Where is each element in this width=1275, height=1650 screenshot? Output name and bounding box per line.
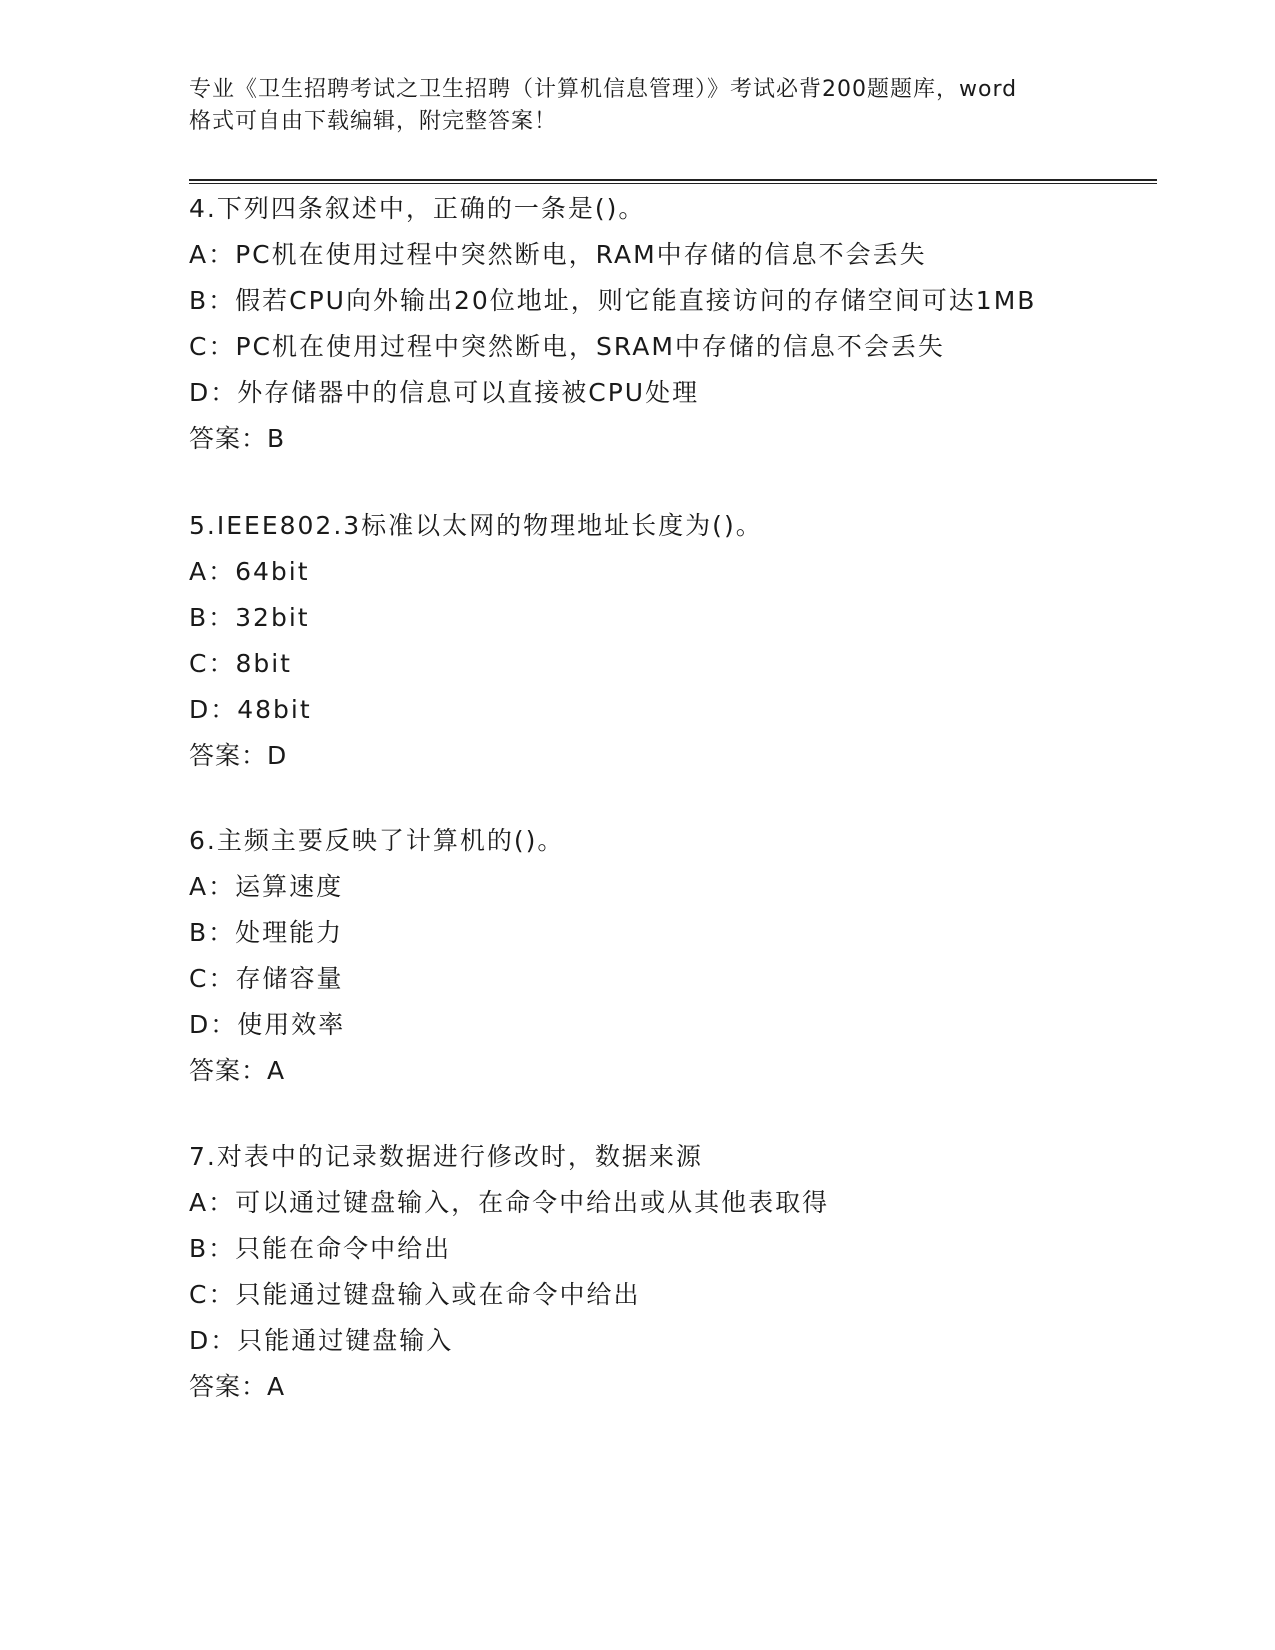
option-a: A：64bit — [189, 557, 310, 586]
question-stem: 7.对表中的记录数据进行修改时，数据来源 — [189, 1142, 703, 1171]
question-stem: 6.主频主要反映了计算机的()。 — [189, 826, 565, 855]
option-b: B：假若CPU向外输出20位地址，则它能直接访问的存储空间可达1MB — [189, 286, 1037, 315]
answer: 答案：D — [189, 741, 288, 770]
option-c: C：存储容量 — [189, 964, 344, 993]
option-d: D：使用效率 — [189, 1010, 346, 1039]
question-block — [189, 818, 1189, 1094]
option-b: B：只能在命令中给出 — [189, 1234, 452, 1263]
option-b: B：32bit — [189, 603, 310, 632]
question-block — [189, 503, 1189, 779]
option-d: D：只能通过键盘输入 — [189, 1326, 454, 1355]
option-c: C：PC机在使用过程中突然断电，SRAM中存储的信息不会丢失 — [189, 332, 945, 361]
option-b: B：处理能力 — [189, 918, 344, 947]
header-divider-thick — [189, 179, 1157, 181]
option-c: C：只能通过键盘输入或在命令中给出 — [189, 1280, 641, 1309]
answer: 答案：A — [189, 1372, 286, 1401]
header-line-2: 格式可自由下载编辑，附完整答案！ — [189, 109, 558, 134]
option-d: D：外存储器中的信息可以直接被CPU处理 — [189, 378, 700, 407]
header-divider-thin — [189, 183, 1157, 184]
question-block — [189, 186, 1189, 462]
document-header — [189, 74, 1089, 138]
header-line-1: 专业《卫生招聘考试之卫生招聘（计算机信息管理）》考试必背200题题库，word — [189, 77, 1018, 102]
option-a: A：运算速度 — [189, 872, 344, 901]
option-a: A：PC机在使用过程中突然断电，RAM中存储的信息不会丢失 — [189, 240, 927, 269]
option-d: D：48bit — [189, 695, 312, 724]
question-stem: 4.下列四条叙述中，正确的一条是()。 — [189, 194, 646, 223]
answer: 答案：B — [189, 424, 286, 453]
option-a: A：可以通过键盘输入，在命令中给出或从其他表取得 — [189, 1188, 830, 1217]
question-block — [189, 1134, 1189, 1410]
answer: 答案：A — [189, 1056, 286, 1085]
question-stem: 5.IEEE802.3标准以太网的物理地址长度为()。 — [189, 511, 763, 540]
option-c: C：8bit — [189, 649, 292, 678]
